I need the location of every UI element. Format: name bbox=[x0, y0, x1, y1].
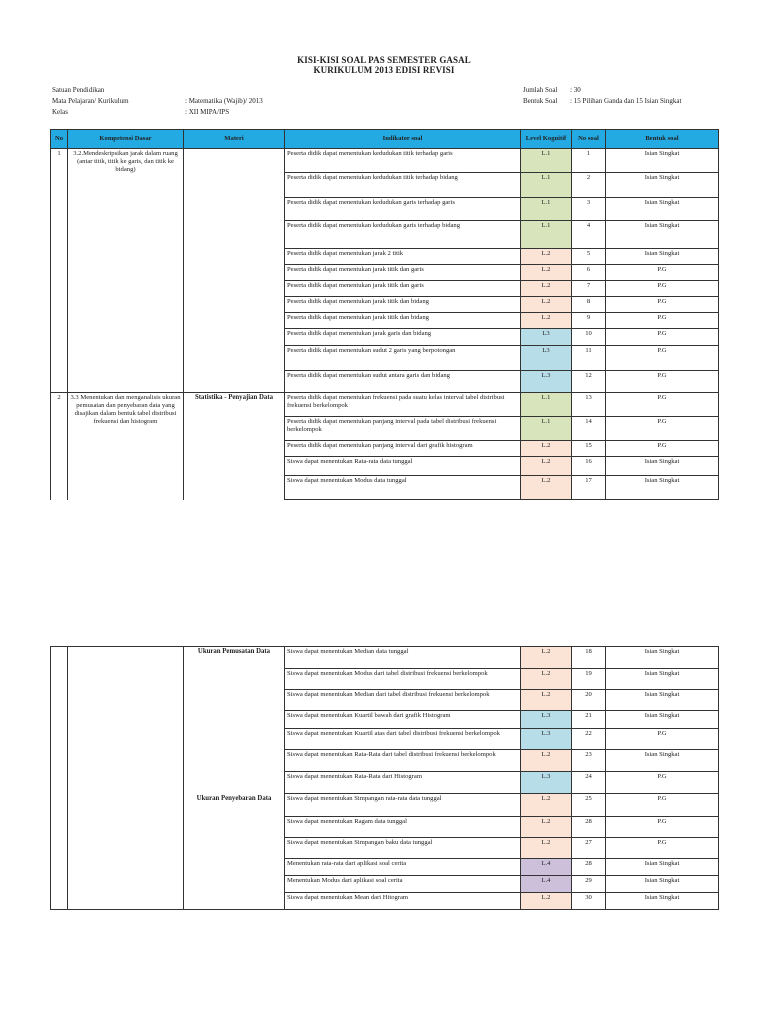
bentuk-cell: P.G bbox=[606, 838, 719, 859]
level-cell: L.2 bbox=[521, 249, 572, 265]
level-cell: L.1 bbox=[521, 221, 572, 249]
indikator-cell: Peserta didik dapat menentukan jarak titik dan garis bbox=[285, 265, 521, 281]
doc-title: KISI-KISI SOAL PAS SEMESTER GASAL bbox=[297, 55, 471, 65]
level-cell: L.3 bbox=[521, 729, 572, 750]
no-soal-cell: 7 bbox=[572, 281, 606, 297]
materi-cell: Statistika - Penyajian Data bbox=[184, 393, 285, 457]
indikator-cell: Peserta didik dapat menentukan kedudukan garis terhadap bidang bbox=[285, 221, 521, 249]
kelas-value: : XII MIPA/IPS bbox=[185, 108, 230, 116]
kompetensi-dasar-cell: 3.2.Mendeskripsikan jarak dalam ruang (antar titik, titik ke garis, dan titik ke bidang) bbox=[68, 149, 184, 393]
indikator-cell: Peserta didik dapat menentukan jarak garis dan bidang bbox=[285, 329, 521, 346]
level-cell: L.2 bbox=[521, 794, 572, 817]
jumlah-label: Jumlah Soal bbox=[523, 86, 558, 94]
no-soal-cell: 1 bbox=[572, 149, 606, 173]
no-soal-cell: 3 bbox=[572, 198, 606, 221]
level-cell: L.4 bbox=[521, 859, 572, 876]
bentuk-cell: P.G bbox=[606, 265, 719, 281]
bentuk-cell: P.G bbox=[606, 281, 719, 297]
kisi-table-page1 bbox=[50, 129, 719, 500]
no-soal-cell: 25 bbox=[572, 794, 606, 817]
level-cell: L.2 bbox=[521, 457, 572, 476]
meta-right-labels bbox=[523, 85, 557, 107]
materi-cell: Ukuran Pemusatan Data bbox=[184, 647, 285, 690]
col-header-nosoal: No soal bbox=[572, 130, 606, 149]
group-no-cell: 2 bbox=[51, 393, 68, 500]
jumlah-value: : 30 bbox=[570, 86, 581, 94]
bentuk-cell: Isian Singkat bbox=[606, 149, 719, 173]
materi-cell bbox=[184, 149, 285, 393]
indikator-cell: Siswa dapat menentukan Rata-Rata dari tabel distribusi frekuensi berkelompok bbox=[285, 750, 521, 772]
level-cell: L.2 bbox=[521, 281, 572, 297]
kelas-label: Kelas bbox=[52, 108, 68, 116]
group-no-cell bbox=[51, 647, 68, 910]
indikator-cell: Menentukan Modus dari aplikasi soal cerita bbox=[285, 876, 521, 893]
no-soal-cell: 6 bbox=[572, 265, 606, 281]
bentuk-cell: P.G bbox=[606, 393, 719, 417]
indikator-cell: Siswa dapat menentukan Mean dari Hitogram bbox=[285, 893, 521, 910]
indikator-cell: Menentukan rata-rata dari aplikasi soal cerita bbox=[285, 859, 521, 876]
bentuk-cell: P.G bbox=[606, 313, 719, 329]
level-cell: L.1 bbox=[521, 393, 572, 417]
materi-cell bbox=[184, 690, 285, 794]
bentuk-cell: P.G bbox=[606, 329, 719, 346]
group-no-cell: 1 bbox=[51, 149, 68, 393]
indikator-cell: Siswa dapat menentukan Rata-rata data tunggal bbox=[285, 457, 521, 476]
kisi-table-page2 bbox=[50, 646, 719, 910]
no-soal-cell: 29 bbox=[572, 876, 606, 893]
bentuk-cell: Isian Singkat bbox=[606, 750, 719, 772]
bentuk-cell: P.G bbox=[606, 441, 719, 457]
table-row bbox=[51, 393, 719, 417]
meta-right-values bbox=[570, 85, 681, 107]
no-soal-cell: 21 bbox=[572, 711, 606, 729]
no-soal-cell: 23 bbox=[572, 750, 606, 772]
level-cell: L.1 bbox=[521, 173, 572, 198]
kompetensi-dasar-cell: 3.3 Menentukan dan menganalisis ukuran pemusatan dan penyebaran data yang disajikan dalam bentuk tabel distribusi frekuensi dan histogram bbox=[68, 393, 184, 500]
level-cell: L3 bbox=[521, 346, 572, 371]
indikator-cell: Peserta didik dapat menentukan kedudukan garis terhadap garis bbox=[285, 198, 521, 221]
indikator-cell: Peserta didik dapat menentukan panjang interval pada tabel distribusi frekuensi berkelompok bbox=[285, 417, 521, 441]
mapel-value: : Matematika (Wajib)/ 2013 bbox=[185, 97, 263, 105]
no-soal-cell: 24 bbox=[572, 772, 606, 794]
no-soal-cell: 16 bbox=[572, 457, 606, 476]
level-cell: L3 bbox=[521, 329, 572, 346]
bentuk-label: Bentuk Soal bbox=[523, 97, 558, 105]
level-cell: L.2 bbox=[521, 476, 572, 500]
indikator-cell: Siswa dapat menentukan Simpangan rata-rata data tunggal bbox=[285, 794, 521, 817]
level-cell: L.2 bbox=[521, 669, 572, 690]
bentuk-cell: P.G bbox=[606, 297, 719, 313]
level-cell: L.2 bbox=[521, 817, 572, 838]
bentuk-cell: P.G bbox=[606, 772, 719, 794]
kompetensi-dasar-cell bbox=[68, 647, 184, 910]
level-cell: L.1 bbox=[521, 198, 572, 221]
level-cell: L.2 bbox=[521, 750, 572, 772]
no-soal-cell: 8 bbox=[572, 297, 606, 313]
bentuk-cell: Isian Singkat bbox=[606, 859, 719, 876]
mapel-label: Mata Pelajaran/ Kurikulum bbox=[52, 97, 129, 105]
indikator-cell: Peserta didik dapat menentukan kedudukan titik terhadap garis bbox=[285, 149, 521, 173]
table-row bbox=[51, 149, 719, 173]
no-soal-cell: 13 bbox=[572, 393, 606, 417]
materi-cell: Ukuran Penyebaran Data bbox=[184, 794, 285, 859]
level-cell: L.4 bbox=[521, 876, 572, 893]
bentuk-cell: P.G bbox=[606, 729, 719, 750]
level-cell: L.2 bbox=[521, 690, 572, 711]
level-cell: L.2 bbox=[521, 297, 572, 313]
indikator-cell: Siswa dapat menentukan Modus dari tabel distribusi frekuensi berkelompok bbox=[285, 669, 521, 690]
materi-cell bbox=[184, 457, 285, 500]
indikator-cell: Peserta didik dapat menentukan sudut 2 garis yang berpotongan bbox=[285, 346, 521, 371]
indikator-cell: Peserta didik dapat menentukan jarak titik dan bidang bbox=[285, 313, 521, 329]
no-soal-cell: 27 bbox=[572, 838, 606, 859]
bentuk-cell: Isian Singkat bbox=[606, 457, 719, 476]
bentuk-cell: Isian Singkat bbox=[606, 690, 719, 711]
indikator-cell: Siswa dapat menentukan Ragam data tunggal bbox=[285, 817, 521, 838]
level-cell: L.2 bbox=[521, 265, 572, 281]
no-soal-cell: 5 bbox=[572, 249, 606, 265]
indikator-cell: Siswa dapat menentukan Median data tunggal bbox=[285, 647, 521, 669]
no-soal-cell: 15 bbox=[572, 441, 606, 457]
level-cell: L.2 bbox=[521, 313, 572, 329]
col-header-bentuk: Bentuk soal bbox=[606, 130, 719, 149]
col-header-no: No bbox=[51, 130, 68, 149]
bentuk-cell: Isian Singkat bbox=[606, 221, 719, 249]
bentuk-cell: Isian Singkat bbox=[606, 249, 719, 265]
indikator-cell: Siswa dapat menentukan Median dari tabel distribusi frekuensi berkelompok bbox=[285, 690, 521, 711]
no-soal-cell: 17 bbox=[572, 476, 606, 500]
level-cell: L.2 bbox=[521, 647, 572, 669]
bentuk-cell: Isian Singkat bbox=[606, 711, 719, 729]
meta-left-labels bbox=[52, 85, 129, 118]
indikator-cell: Peserta didik dapat menentukan jarak titik dan bidang bbox=[285, 297, 521, 313]
indikator-cell: Peserta didik dapat menentukan frekuensi pada suatu kelas interval tabel distribusi frekuensi berkelompok bbox=[285, 393, 521, 417]
table-row bbox=[51, 647, 719, 669]
no-soal-cell: 10 bbox=[572, 329, 606, 346]
level-cell: L.3 bbox=[521, 371, 572, 393]
indikator-cell: Peserta didik dapat menentukan jarak 2 titik bbox=[285, 249, 521, 265]
no-soal-cell: 18 bbox=[572, 647, 606, 669]
no-soal-cell: 20 bbox=[572, 690, 606, 711]
level-cell: L.3 bbox=[521, 711, 572, 729]
no-soal-cell: 28 bbox=[572, 817, 606, 838]
indikator-cell: Siswa dapat menentukan Kuartil atas dari tabel distribusi frekuensi berkelompok bbox=[285, 729, 521, 750]
indikator-cell: Siswa dapat menentukan Simpangan baku data tunggal bbox=[285, 838, 521, 859]
bentuk-cell: Isian Singkat bbox=[606, 198, 719, 221]
no-soal-cell: 9 bbox=[572, 313, 606, 329]
col-header-kd: Kompetensi Dasar bbox=[68, 130, 184, 149]
bentuk-cell: P.G bbox=[606, 794, 719, 817]
level-cell: L.2 bbox=[521, 893, 572, 910]
no-soal-cell: 12 bbox=[572, 371, 606, 393]
bentuk-cell: Isian Singkat bbox=[606, 476, 719, 500]
col-header-level: Level Kognitif bbox=[521, 130, 572, 149]
level-cell: L.1 bbox=[521, 417, 572, 441]
bentuk-cell: P.G bbox=[606, 417, 719, 441]
indikator-cell: Siswa dapat menentukan Kuartil bawah dari grafik Histogram bbox=[285, 711, 521, 729]
level-cell: L.2 bbox=[521, 441, 572, 457]
indikator-cell: Siswa dapat menentukan Modus data tunggal bbox=[285, 476, 521, 500]
bentuk-cell: P.G bbox=[606, 346, 719, 371]
meta-left-values bbox=[185, 85, 263, 118]
col-header-materi: Materi bbox=[184, 130, 285, 149]
bentuk-cell: Isian Singkat bbox=[606, 893, 719, 910]
no-soal-cell: 4 bbox=[572, 221, 606, 249]
bentuk-cell: P.G bbox=[606, 817, 719, 838]
indikator-cell: Peserta didik dapat menentukan jarak titik dan garis bbox=[285, 281, 521, 297]
indikator-cell: Siswa dapat menentukan Rata-Rata dari Histogram bbox=[285, 772, 521, 794]
no-soal-cell: 28 bbox=[572, 859, 606, 876]
no-soal-cell: 11 bbox=[572, 346, 606, 371]
bentuk-cell: Isian Singkat bbox=[606, 173, 719, 198]
bentuk-cell: Isian Singkat bbox=[606, 647, 719, 669]
indikator-cell: Peserta didik dapat menentukan sudut antara garis dan bidang bbox=[285, 371, 521, 393]
level-cell: L.3 bbox=[521, 772, 572, 794]
materi-cell bbox=[184, 859, 285, 910]
no-soal-cell: 2 bbox=[572, 173, 606, 198]
indikator-cell: Peserta didik dapat menentukan panjang interval dari grafik histogram bbox=[285, 441, 521, 457]
satuan-label: Satuan Pendidikan bbox=[52, 86, 105, 94]
bentuk-cell: P.G bbox=[606, 371, 719, 393]
level-cell: L.1 bbox=[521, 149, 572, 173]
indikator-cell: Peserta didik dapat menentukan kedudukan titik terhadap bidang bbox=[285, 173, 521, 198]
doc-subtitle: KURIKULUM 2013 EDISI REVISI bbox=[313, 65, 455, 75]
no-soal-cell: 19 bbox=[572, 669, 606, 690]
level-cell: L.2 bbox=[521, 838, 572, 859]
col-header-indikator: Indikator soal bbox=[285, 130, 521, 149]
bentuk-cell: Isian Singkat bbox=[606, 669, 719, 690]
no-soal-cell: 14 bbox=[572, 417, 606, 441]
bentuk-value: : 15 Pilihan Ganda dan 15 Isian Singkat bbox=[570, 97, 682, 105]
no-soal-cell: 30 bbox=[572, 893, 606, 910]
no-soal-cell: 22 bbox=[572, 729, 606, 750]
bentuk-cell: Isian Singkat bbox=[606, 876, 719, 893]
